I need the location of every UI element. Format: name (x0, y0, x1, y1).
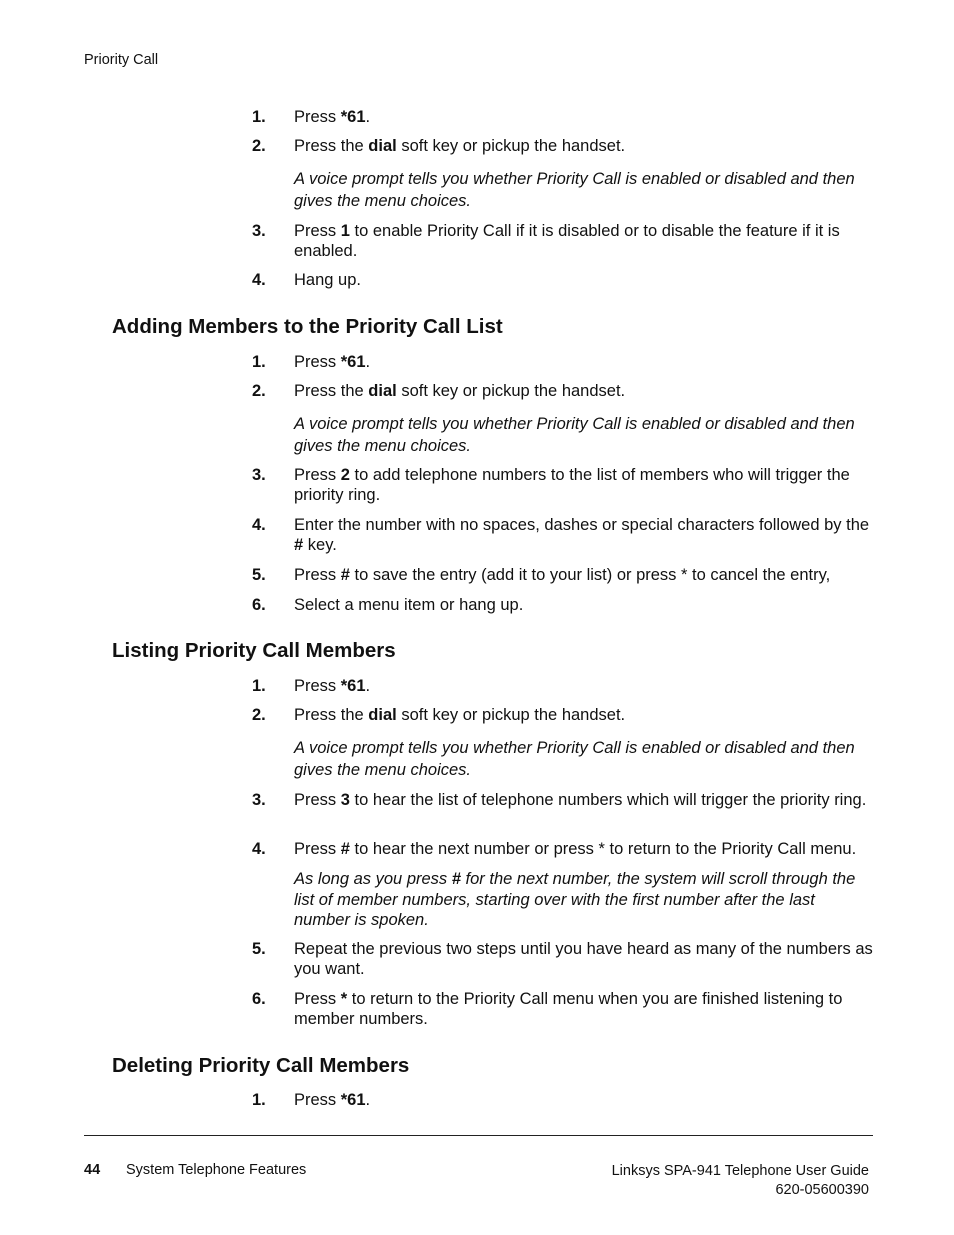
voice-prompt-note: A voice prompt tells you whether Priority Call is enabled or disabled and then gives the menu choices. (294, 739, 855, 779)
step-number: 5. (252, 940, 266, 958)
step-3 (252, 221, 877, 261)
step-text: Press the dial soft key or pickup the handset. (294, 137, 626, 155)
step-number: 4. (252, 271, 266, 289)
step-text: Press 3 to hear the list of telephone numbers which will trigger the priority ring. (294, 791, 867, 809)
step-number: 1. (252, 353, 266, 371)
step-number: 6. (252, 990, 266, 1008)
step-text: Press the dial soft key or pickup the handset. (294, 382, 626, 400)
step-number: 3. (252, 466, 266, 484)
step-1 (252, 107, 877, 127)
step-text: Enter the number with no spaces, dashes or special characters followed by the # key. (294, 516, 870, 554)
document-number: 620-05600390 (775, 1182, 869, 1198)
step-text: Press # to hear the next number or press * to return to the Priority Call menu. (294, 840, 857, 858)
step-text: Press *61. (294, 1091, 371, 1109)
step-4 (252, 839, 877, 859)
step-5 (252, 565, 877, 585)
step-2 (252, 381, 877, 401)
step-text: Press *61. (294, 353, 371, 371)
step-2 (252, 136, 877, 156)
step-text: Press # to save the entry (add it to your list) or press * to cancel the entry, (294, 566, 831, 584)
scroll-note: As long as you press # for the next number, the system will scroll through the list of member numbers, starting over with the first number after the last number is spoken. (294, 870, 856, 929)
step-5 (252, 939, 877, 979)
step-text: Press 1 to enable Priority Call if it is disabled or to disable the feature if it is enabled. (294, 222, 840, 260)
page-number: 44 (84, 1162, 101, 1178)
step-number: 6. (252, 596, 266, 614)
step-text: Press *61. (294, 677, 371, 695)
step-number: 2. (252, 706, 266, 724)
step-6 (252, 989, 877, 1029)
step-number: 1. (252, 1091, 266, 1109)
step-number: 3. (252, 791, 266, 809)
footer-chapter: System Telephone Features (126, 1162, 307, 1178)
step-3 (252, 790, 877, 810)
section-title-adding: Adding Members to the Priority Call List (112, 315, 503, 338)
section-title-listing: Listing Priority Call Members (112, 639, 396, 662)
step-1 (252, 1090, 877, 1110)
step-text: Press 2 to add telephone numbers to the list of members who will trigger the priority ring. (294, 466, 850, 504)
step-text: Press the dial soft key or pickup the handset. (294, 706, 626, 724)
step-2 (252, 705, 877, 725)
section-title-deleting: Deleting Priority Call Members (112, 1054, 410, 1077)
step-number: 2. (252, 137, 266, 155)
step-6 (252, 595, 877, 615)
step-3 (252, 465, 877, 505)
step-1 (252, 676, 877, 696)
step-number: 3. (252, 222, 266, 240)
step-number: 1. (252, 108, 266, 126)
running-header: Priority Call (84, 52, 159, 68)
step-number: 4. (252, 516, 266, 534)
step-number: 1. (252, 677, 266, 695)
step-4 (252, 515, 877, 555)
step-number: 2. (252, 382, 266, 400)
footer-guide-info (612, 1162, 869, 1200)
step-number: 4. (252, 840, 266, 858)
step-number: 5. (252, 566, 266, 584)
step-text: Repeat the previous two steps until you have heard as many of the numbers as you want. (294, 940, 873, 978)
voice-prompt-note: A voice prompt tells you whether Priority Call is enabled or disabled and then gives the menu choices. (294, 415, 855, 455)
step-text: Select a menu item or hang up. (294, 596, 524, 614)
step-text: Press *61. (294, 108, 371, 126)
step-1 (252, 352, 877, 372)
step-text: Press * to return to the Priority Call menu when you are finished listening to member numbers. (294, 990, 843, 1028)
guide-title: Linksys SPA-941 Telephone User Guide (611, 1163, 869, 1179)
footer-divider (84, 1135, 873, 1136)
step-4 (252, 270, 877, 290)
step-text: Hang up. (294, 271, 361, 289)
voice-prompt-note: A voice prompt tells you whether Priority Call is enabled or disabled and then gives the menu choices. (294, 170, 855, 210)
